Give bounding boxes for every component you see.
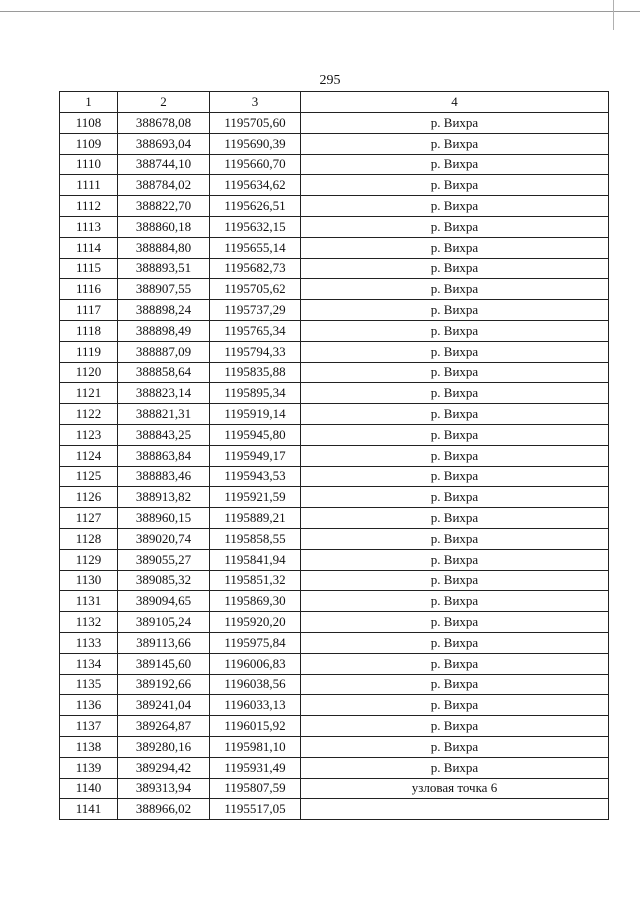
- cell-x-coordinate: 389241,04: [118, 695, 210, 716]
- cell-point-number: 1139: [60, 757, 118, 778]
- cell-point-number: 1114: [60, 237, 118, 258]
- cell-x-coordinate: 389192,66: [118, 674, 210, 695]
- cell-y-coordinate: 1195981,10: [210, 736, 301, 757]
- cell-y-coordinate: 1195943,53: [210, 466, 301, 487]
- cell-point-number: 1126: [60, 487, 118, 508]
- table-row: [60, 445, 609, 466]
- cell-y-coordinate: 1195705,60: [210, 113, 301, 134]
- table-row: [60, 653, 609, 674]
- cell-y-coordinate: 1195945,80: [210, 424, 301, 445]
- cell-description: р. Вихра: [301, 279, 609, 300]
- cell-x-coordinate: 388693,04: [118, 133, 210, 154]
- cell-x-coordinate: 388893,51: [118, 258, 210, 279]
- cell-point-number: 1113: [60, 216, 118, 237]
- cell-point-number: 1137: [60, 716, 118, 737]
- cell-description: р. Вихра: [301, 133, 609, 154]
- cell-y-coordinate: 1195705,62: [210, 279, 301, 300]
- cell-x-coordinate: 388858,64: [118, 362, 210, 383]
- cell-x-coordinate: 389264,87: [118, 716, 210, 737]
- table-row: [60, 133, 609, 154]
- table-row: [60, 362, 609, 383]
- table-row: [60, 154, 609, 175]
- cell-description: р. Вихра: [301, 736, 609, 757]
- cell-point-number: 1125: [60, 466, 118, 487]
- cell-description: р. Вихра: [301, 591, 609, 612]
- cell-y-coordinate: 1195931,49: [210, 757, 301, 778]
- cell-point-number: 1121: [60, 383, 118, 404]
- cell-point-number: 1138: [60, 736, 118, 757]
- cell-description: р. Вихра: [301, 528, 609, 549]
- cell-y-coordinate: 1195807,59: [210, 778, 301, 799]
- cell-description: р. Вихра: [301, 653, 609, 674]
- cell-point-number: 1123: [60, 424, 118, 445]
- cell-point-number: 1140: [60, 778, 118, 799]
- cell-description: р. Вихра: [301, 237, 609, 258]
- cell-description: р. Вихра: [301, 341, 609, 362]
- cell-y-coordinate: 1195841,94: [210, 549, 301, 570]
- cell-x-coordinate: 388821,31: [118, 404, 210, 425]
- cell-x-coordinate: 389085,32: [118, 570, 210, 591]
- table-row: [60, 300, 609, 321]
- cell-y-coordinate: 1196006,83: [210, 653, 301, 674]
- cell-description: р. Вихра: [301, 175, 609, 196]
- cell-description: р. Вихра: [301, 674, 609, 695]
- cell-point-number: 1111: [60, 175, 118, 196]
- cell-y-coordinate: 1195889,21: [210, 508, 301, 529]
- cell-y-coordinate: 1196015,92: [210, 716, 301, 737]
- cell-x-coordinate: 389113,66: [118, 632, 210, 653]
- cell-x-coordinate: 389313,94: [118, 778, 210, 799]
- cell-description: р. Вихра: [301, 258, 609, 279]
- scan-edge-mark: [613, 0, 614, 30]
- cell-y-coordinate: 1195975,84: [210, 632, 301, 653]
- table-row: [60, 528, 609, 549]
- cell-description: р. Вихра: [301, 570, 609, 591]
- cell-description: р. Вихра: [301, 716, 609, 737]
- cell-description: р. Вихра: [301, 549, 609, 570]
- cell-y-coordinate: 1195858,55: [210, 528, 301, 549]
- table-row: [60, 196, 609, 217]
- table-row: [60, 237, 609, 258]
- cell-x-coordinate: 388907,55: [118, 279, 210, 300]
- table-row: [60, 632, 609, 653]
- cell-description: р. Вихра: [301, 487, 609, 508]
- cell-point-number: 1129: [60, 549, 118, 570]
- table-row: [60, 695, 609, 716]
- table-row: [60, 508, 609, 529]
- table-row: [60, 778, 609, 799]
- cell-y-coordinate: 1195869,30: [210, 591, 301, 612]
- cell-x-coordinate: 388784,02: [118, 175, 210, 196]
- column-header-y-coordinate: 3: [210, 92, 301, 113]
- table-row: [60, 279, 609, 300]
- cell-y-coordinate: 1195655,14: [210, 237, 301, 258]
- cell-y-coordinate: 1195895,34: [210, 383, 301, 404]
- table-row: [60, 549, 609, 570]
- cell-point-number: 1119: [60, 341, 118, 362]
- cell-y-coordinate: 1195919,14: [210, 404, 301, 425]
- table-row: [60, 341, 609, 362]
- cell-x-coordinate: 388898,49: [118, 320, 210, 341]
- cell-description: р. Вихра: [301, 612, 609, 633]
- cell-x-coordinate: 389105,24: [118, 612, 210, 633]
- cell-y-coordinate: 1195632,15: [210, 216, 301, 237]
- cell-description: р. Вихра: [301, 508, 609, 529]
- cell-y-coordinate: 1195765,34: [210, 320, 301, 341]
- table-row: [60, 674, 609, 695]
- cell-point-number: 1116: [60, 279, 118, 300]
- cell-point-number: 1130: [60, 570, 118, 591]
- cell-y-coordinate: 1195682,73: [210, 258, 301, 279]
- column-header-description: 4: [301, 92, 609, 113]
- cell-y-coordinate: 1196038,56: [210, 674, 301, 695]
- table-row: [60, 216, 609, 237]
- cell-x-coordinate: 389055,27: [118, 549, 210, 570]
- cell-description: р. Вихра: [301, 196, 609, 217]
- cell-point-number: 1134: [60, 653, 118, 674]
- scan-edge-line: [0, 11, 640, 12]
- cell-description: р. Вихра: [301, 632, 609, 653]
- cell-point-number: 1133: [60, 632, 118, 653]
- cell-description: р. Вихра: [301, 320, 609, 341]
- table-row: [60, 258, 609, 279]
- page-number: 295: [319, 73, 341, 88]
- cell-y-coordinate: 1195737,29: [210, 300, 301, 321]
- cell-point-number: 1112: [60, 196, 118, 217]
- cell-description: р. Вихра: [301, 695, 609, 716]
- cell-x-coordinate: 388843,25: [118, 424, 210, 445]
- cell-point-number: 1131: [60, 591, 118, 612]
- cell-point-number: 1135: [60, 674, 118, 695]
- table-row: [60, 736, 609, 757]
- cell-description: р. Вихра: [301, 757, 609, 778]
- cell-x-coordinate: 389145,60: [118, 653, 210, 674]
- cell-x-coordinate: 388883,46: [118, 466, 210, 487]
- cell-point-number: 1117: [60, 300, 118, 321]
- table-row: [60, 612, 609, 633]
- column-header-x-coordinate: 2: [118, 92, 210, 113]
- column-header-point-number: 1: [60, 92, 118, 113]
- cell-description: р. Вихра: [301, 216, 609, 237]
- cell-y-coordinate: 1195690,39: [210, 133, 301, 154]
- table-header-row: [60, 92, 609, 113]
- cell-description: р. Вихра: [301, 424, 609, 445]
- cell-point-number: 1115: [60, 258, 118, 279]
- table-row: [60, 383, 609, 404]
- cell-description: р. Вихра: [301, 466, 609, 487]
- cell-y-coordinate: 1195921,59: [210, 487, 301, 508]
- cell-point-number: 1122: [60, 404, 118, 425]
- cell-y-coordinate: 1196033,13: [210, 695, 301, 716]
- cell-x-coordinate: 389094,65: [118, 591, 210, 612]
- cell-description: р. Вихра: [301, 404, 609, 425]
- cell-x-coordinate: 388860,18: [118, 216, 210, 237]
- cell-x-coordinate: 388913,82: [118, 487, 210, 508]
- cell-y-coordinate: 1195920,20: [210, 612, 301, 633]
- table-row: [60, 113, 609, 134]
- cell-description: р. Вихра: [301, 154, 609, 175]
- cell-y-coordinate: 1195794,33: [210, 341, 301, 362]
- cell-point-number: 1118: [60, 320, 118, 341]
- table-row: [60, 175, 609, 196]
- table-row: [60, 591, 609, 612]
- cell-y-coordinate: 1195517,05: [210, 799, 301, 820]
- cell-point-number: 1124: [60, 445, 118, 466]
- cell-description: узловая точка 6: [301, 778, 609, 799]
- cell-x-coordinate: 388678,08: [118, 113, 210, 134]
- cell-x-coordinate: 388960,15: [118, 508, 210, 529]
- cell-x-coordinate: 388823,14: [118, 383, 210, 404]
- cell-x-coordinate: 389020,74: [118, 528, 210, 549]
- table-row: [60, 424, 609, 445]
- cell-description: р. Вихра: [301, 445, 609, 466]
- cell-point-number: 1109: [60, 133, 118, 154]
- cell-point-number: 1110: [60, 154, 118, 175]
- cell-point-number: 1127: [60, 508, 118, 529]
- cell-y-coordinate: 1195949,17: [210, 445, 301, 466]
- cell-y-coordinate: 1195835,88: [210, 362, 301, 383]
- cell-description: р. Вихра: [301, 300, 609, 321]
- cell-y-coordinate: 1195634,62: [210, 175, 301, 196]
- table-row: [60, 320, 609, 341]
- cell-x-coordinate: 388887,09: [118, 341, 210, 362]
- table-row: [60, 757, 609, 778]
- cell-point-number: 1128: [60, 528, 118, 549]
- cell-point-number: 1132: [60, 612, 118, 633]
- cell-description: [301, 799, 609, 820]
- table-row: [60, 404, 609, 425]
- cell-x-coordinate: 388966,02: [118, 799, 210, 820]
- cell-point-number: 1141: [60, 799, 118, 820]
- coordinates-table: [59, 91, 609, 820]
- table-row: [60, 466, 609, 487]
- cell-point-number: 1108: [60, 113, 118, 134]
- cell-x-coordinate: 388822,70: [118, 196, 210, 217]
- cell-y-coordinate: 1195660,70: [210, 154, 301, 175]
- cell-y-coordinate: 1195851,32: [210, 570, 301, 591]
- table-row: [60, 487, 609, 508]
- cell-point-number: 1136: [60, 695, 118, 716]
- cell-description: р. Вихра: [301, 113, 609, 134]
- cell-x-coordinate: 388898,24: [118, 300, 210, 321]
- cell-x-coordinate: 389280,16: [118, 736, 210, 757]
- table-row: [60, 570, 609, 591]
- cell-description: р. Вихра: [301, 362, 609, 383]
- table-row: [60, 716, 609, 737]
- cell-point-number: 1120: [60, 362, 118, 383]
- cell-x-coordinate: 389294,42: [118, 757, 210, 778]
- cell-description: р. Вихра: [301, 383, 609, 404]
- cell-y-coordinate: 1195626,51: [210, 196, 301, 217]
- table-body: [60, 113, 609, 820]
- cell-x-coordinate: 388744,10: [118, 154, 210, 175]
- cell-x-coordinate: 388863,84: [118, 445, 210, 466]
- cell-x-coordinate: 388884,80: [118, 237, 210, 258]
- table-row: [60, 799, 609, 820]
